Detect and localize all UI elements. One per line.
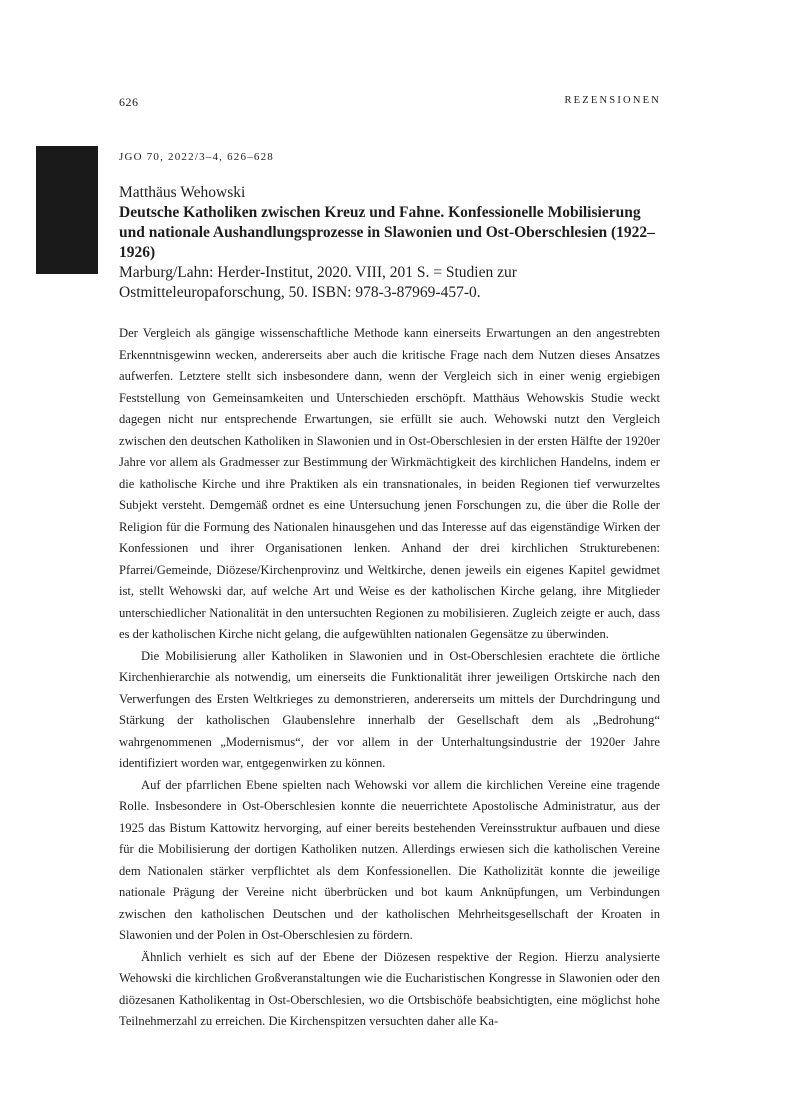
paragraph: Ähnlich verhielt es sich auf der Ebene der Diözesen respektive der Region. Hierzu analysierte Wehowski die kirchlichen Großveranstaltungen wie die Eucharistischen Kongresse in Slawonien oder den diözesanen Katholikentag in Ost-Oberschlesien, wo die Ortsbischöfe beabsichtigten, eine möglichst hohe Teilnehmerzahl zu erreichen. Die Kirchenspitzen versuchten daher alle Ka- <box>119 949 660 1028</box>
book-title: Deutsche Katholiken zwischen Kreuz und Fahne. Konfessionelle Mobilisierung und nationale Aushandlungsprozesse in Slawonien und Ost-Oberschlesien (1922–1926) <box>119 204 655 261</box>
paragraph: Der Vergleich als gängige wissenschaftliche Methode kann einerseits Erwartungen an den angestrebten Erkenntnisgewinn wecken, andererseits aber auch die kritische Frage nach dem Nutzen dieses Ansatzes aufwerfen. Letztere stellt sich insbesondere dann, wenn der Vergleich sich in einer wenig ergiebigen Feststellung von Gemeinsamkeiten und Unterschieden erschöpft. Matthäus Wehowskis Studie weckt dagegen nicht nur entsprechende Erwartungen, sie erfüllt sie auch. Wehowski nutzt den Vergleich zwischen den deutschen Katholiken in Slawonien und in Ost-Oberschlesien in der ersten Hälfte der 1920er Jahre vor allem als Gradmesser zur Bestimmung der Wirkmächtigkeit des kirchlichen Handelns, indem er die katholische Kirche und ihre Praktiken als ein transnationales, in beiden Regionen tief verwurzeltes Subjekt versteht. Demgemäß ordnet es eine Untersuchung jenen Forschungen zu, die über die Rolle der Religion für die Formung des Nationalen hinausgehen und das Interesse auf das eigenständige Wirken der Konfessionen und ihrer Organisationen lenken. Anhand der drei kirchlichen Strukturebenen: Pfarrei/Gemeinde, Diözese/Kirchenprovinz und Weltkirche, denen jeweils ein eigenes Kapitel gewidmet ist, stellt Wehowski dar, auf welche Art und Weise es der katholischen Kirche gelang, ihre Mitglieder unterschiedlicher Nationalität in den untersuchten Regionen zu mobilisieren. Zugleich zeigte er auch, dass es der katholischen Kirche nicht gelang, die aufgewühlten nationalen Gegensätze zu überwinden. <box>119 326 660 641</box>
journal-citation: JGO 70, 2022/3–4, 626–628 <box>119 151 274 163</box>
section-marker <box>36 146 98 274</box>
paragraph: Die Mobilisierung aller Katholiken in Slawonien und in Ost-Oberschlesien erachtete die örtliche Kirchenhierarchie als notwendig, um einerseits die Funktionalität ihrer jeweiligen Ortskirche nach den Verwerfungen des Ersten Weltkrieges zu demonstrieren, andererseits um mittels der Durchdringung und Stärkung der katholischen Glaubenslehre innerhalb der Gesellschaft dem als „Bedrohung“ wahrgenommenen „Modernismus“, der vor allem in der Unterhaltungsindustrie der 1920er Jahre identifiziert worden war, entgegenwirken zu können. <box>119 648 660 770</box>
page-number: 626 <box>119 95 139 109</box>
paragraph: Auf der pfarrlichen Ebene spielten nach Wehowski vor allem die kirchlichen Vereine eine tragende Rolle. Insbesondere in Ost-Oberschlesien konnte die neuerrichtete Apostolische Administratur, aus der 1925 das Bistum Kattowitz hervorging, auf einer bereits bestehenden Vereinsstruktur aufbauen und diese für die Mobilisierung der dortigen Katholiken nutzen. Allerdings erwiesen sich die katholischen Vereine dem Nationalen stärker verpflichtet als dem Konfessionellen. Die Katholizität konnte die jeweilige nationale Prägung der Vereine nicht überbrücken und bot kaum Anknüpfungen, um Verbindungen zwischen den katholischen Deutschen und der katholischen Mehrheitsgesellschaft der Kroaten in Slawonien und der Polen in Ost-Oberschlesien zu fördern. <box>119 777 660 942</box>
book-author: Matthäus Wehowski <box>119 184 246 201</box>
review-body <box>119 323 660 1033</box>
review-header <box>119 183 664 303</box>
publication-details: Marburg/Lahn: Herder-Institut, 2020. VIII, 201 S. = Studien zur Ostmitteleuropaforschung, 50. ISBN: 978-3-87969-457-0. <box>119 264 517 301</box>
running-head: REZENSIONEN <box>564 95 661 106</box>
